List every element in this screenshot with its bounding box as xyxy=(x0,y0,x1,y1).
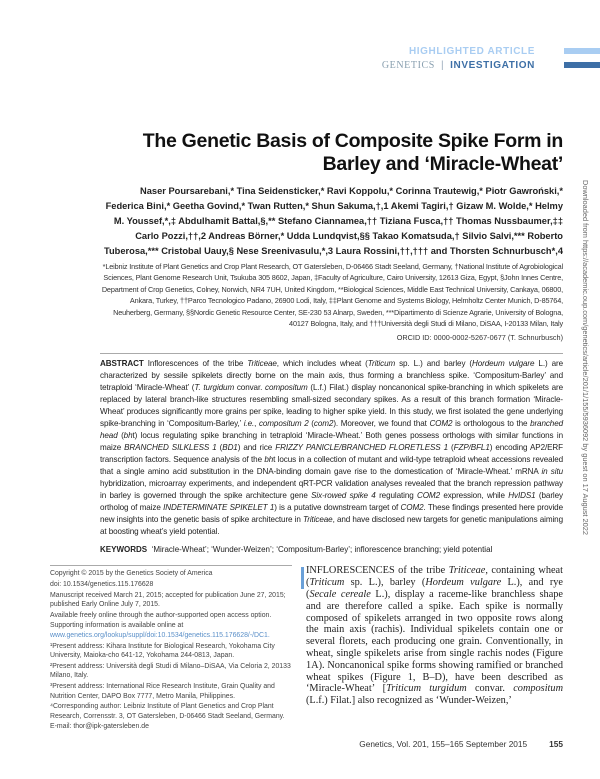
two-column-area xyxy=(50,565,563,733)
page-number: 155 xyxy=(549,738,563,749)
italic-term: i.e. xyxy=(243,419,255,429)
text-run: ) locus regulating spike branching in tetraploid ‘Miracle-Wheat.’ Both genes possess orthologs with similar functions in maize xyxy=(100,431,564,453)
highlighted-article-label: HIGHLIGHTED ARTICLE xyxy=(408,46,535,57)
text-run: L.), and rye ( xyxy=(306,577,563,601)
article-title: The Genetic Basis of Composite Spike Form in Barley and ‘Miracle-Wheat’ xyxy=(142,130,563,175)
supporting-info xyxy=(50,621,292,640)
italic-term: FRIZZY PANICLE/BRANCHED FLORETLESS 1 xyxy=(275,443,449,453)
text-run: . These findings presented here provide new insights into the genetic basis of spike architecture in xyxy=(100,503,563,525)
italic-term: Secale cereale xyxy=(309,589,371,601)
text-run: ) and rice xyxy=(237,443,276,453)
italic-term: Triticum xyxy=(367,359,396,369)
abstract-label: ABSTRACT xyxy=(100,359,144,369)
text-run: , xyxy=(254,419,259,429)
text-run: , which includes wheat ( xyxy=(276,359,368,369)
manuscript-dates: Manuscript received March 21, 2015; accepted for publication June 27, 2015; published Early Online July 7, 2015. xyxy=(50,591,286,609)
italic-term: Triticum xyxy=(309,577,345,589)
abstract-text xyxy=(100,359,563,536)
text-run: INFLORESCENCES of the tribe xyxy=(306,565,449,577)
keywords xyxy=(100,544,563,555)
supporting-info-text: Supporting information is available online at xyxy=(50,622,184,630)
text-run: convar. xyxy=(466,683,514,695)
text-run: ( xyxy=(448,443,454,453)
section-bar xyxy=(564,62,600,68)
italic-term: Triticeae xyxy=(303,515,333,525)
doi: doi: 10.1534/genetics.115.176628 xyxy=(50,581,154,589)
header-separator: | xyxy=(440,60,445,71)
supporting-info-link[interactable]: www.genetics.org/lookup/suppl/doi:10.1534/genetics.115.176628/-/DC1. xyxy=(50,632,270,639)
page-footer xyxy=(0,739,563,750)
footnote-4: ⁴Corresponding author: Leibniz Institute of Plant Genetics and Crop Plant Research, Corrensstr. 3, OT Gatersleben, D-06466 Stadt Seeland, Germany. xyxy=(50,703,285,720)
text-run: sp. L.), barley ( xyxy=(344,577,426,589)
text-run: ) encoding AP2/ERF transcription factors. Sequence analysis of the xyxy=(100,443,564,465)
text-run: Inflorescences of the tribe xyxy=(147,359,248,369)
italic-term: FZP/BFL1 xyxy=(453,443,490,453)
open-access-note: Available freely online through the author-supported open access option. xyxy=(50,611,272,619)
text-run: (L.f.) Filat.) display noncanonical spike-branching in which spikelets are replaced by lateral branch-like structures resembling small-sized secondary spikes. As a result of this branch formation ‘Miracle-Wheat’ produces significantly more grains per spike, leading to higher spike yield. In this study, we first isolated the gene underlying spike-branching in ‘Compositum-Barley,’ xyxy=(100,383,563,429)
text-run: sp. L.) and barley ( xyxy=(395,359,472,369)
italic-term: bh xyxy=(123,431,133,441)
highlight-bar xyxy=(564,48,600,54)
italic-term: Triticeae xyxy=(448,565,486,577)
text-run: L.) are characterized by sessile spikelets directly borne on the main axis, thus forming a branchless spike. ‘Compositum-Barley’ and tetraploid ‘Miracle-Wheat’ ( xyxy=(100,359,563,393)
italic-term: Triticum turgidum xyxy=(386,683,467,695)
text-run: regulating xyxy=(375,491,417,501)
italic-term: BD1 xyxy=(222,443,238,453)
italic-term: Triticeae xyxy=(247,359,277,369)
text-run: (L.f.) Filat.] also recognized as ‘Wunder-Weizen,’ xyxy=(306,695,512,707)
text-run: expression, while xyxy=(439,491,509,501)
italic-term: compositum xyxy=(265,383,308,393)
text-run: ( xyxy=(308,419,314,429)
text-run: ( xyxy=(216,443,223,453)
article-main xyxy=(0,130,600,750)
download-note: Downloaded from https://academic.oup.com/genetics/article/201/1/155/5936092 by guest on 17 August 2022 xyxy=(581,180,590,535)
text-run: ) is a putative downstream target of xyxy=(274,503,401,513)
keywords-label: KEYWORDS xyxy=(100,545,148,555)
text-run: convar. xyxy=(234,383,266,393)
text-run: , and have disclosed new targets for genetic manipulations aiming at boosting wheat’s yield potential. xyxy=(100,515,563,537)
italic-term: T. turgidum xyxy=(194,383,235,393)
italic-term: COM2 xyxy=(429,419,453,429)
drop-cap-bar xyxy=(301,567,304,589)
citation: Genetics, Vol. 201, 155–165 September 2015 xyxy=(359,738,528,749)
intro-column xyxy=(306,565,563,707)
journal-section-header xyxy=(382,60,535,72)
text-run: is orthologous to the xyxy=(452,419,531,429)
italic-term: COM2 xyxy=(416,491,440,501)
italic-term: INDETERMINATE SPIKELET 1 xyxy=(163,503,275,513)
italic-term: BRANCHED SILKLESS 1 xyxy=(124,443,217,453)
footnote-3: ³Present address: International Rice Research Institute, Grain Quality and Nutrition Center, DAPO Box 7777, Metro Manila, Philippines. xyxy=(50,682,275,700)
text-run: locus in a collection of mutant and wild-type tetraploid wheat accessions revealed that a single amino acid substitution in the DNA-binding domain gave rise to the domestication of ‘Miracle-Wheat.’ mRNA xyxy=(100,455,563,477)
journal-name: GENETICS xyxy=(381,60,435,71)
footnotes xyxy=(50,565,292,733)
text-run: ( xyxy=(117,431,124,441)
text-run: L.), display a raceme-like branchless shape and are therefore called a spike. Each spike is normally composed of spikelets arranged in two opposite rows along the main axis (rachis). Individual spikelets contain one or several florets, each producing one grain. Conventionally, in wheat, single spikelets arise from single rachis nodes (Figure 1A). Noncanonical spike forms showing ramified or branched wheat spikes (Figure 1, B–D), have been described as ‘Miracle-Wheat’ [ xyxy=(306,589,563,695)
author-list: Naser Poursarebani,* Tina Seidensticker,* Ravi Koppolu,* Corinna Trautewig,* Piotr Gawroński,* Federica Bini,* Geetha Govind,* Twan Rutten,* Shun Sakuma,†,1 Akemi Tagiri,† Gizaw M. Wolde,* Helmy M. Youssef,*,‡ Abdulhamit Battal,§,** Stefano Ciannamea,†† Tiziana Fusca,†† Thomas Nussbaumer,‡‡ Carlo Pozzi,††,2 Andreas Börner,* Udda Lundqvist,§§ Takao Komatsuda,† Silvio Salvi,*** Roberto Tuberosa,*** Cristobal Uauy,§ Nese Sreenivasulu,*,3 Laura Rossini,††,††† and Thorsten Schnurbusch*,4 xyxy=(104,186,563,256)
italic-term: Hordeum vulgare xyxy=(472,359,535,369)
intro-text xyxy=(306,565,563,707)
text-run: , containing wheat ( xyxy=(306,565,563,589)
abstract xyxy=(100,358,563,538)
text-run: (barley ortholog of maize xyxy=(100,491,563,513)
italic-term: bh xyxy=(264,455,274,465)
text-run: t xyxy=(273,455,276,465)
footnote-1: ¹Present address: Kihara Institute for Biological Research, Yokohama City University, Maioka-cho 641-12, Yokohama 244-0813, Japan. xyxy=(50,642,275,660)
text-run: ). Moreover, we found that xyxy=(333,419,430,429)
divider xyxy=(100,353,563,354)
affiliations: *Leibniz Institute of Plant Genetics and Crop Plant Research, OT Gatersleben, D-06466 Stadt Seeland, Germany, †National Institute of Agrobiological Sciences, Plant Genome Research Unit, Tsukuba 305 8602, Japan, ‡Faculty of Agriculture, Cairo University, 12613 Giza, Egypt, §John Innes Centre, Department of Crop Genetics, Colney, Norwich, NR4 7UH, United Kingdom, **Biological Sciences, Middle East Technical University, Cankaya, 06800, Ankara, Turkey, ††Parco Tecnologico Padano, 26900 Lodi, Italy, ‡‡Plant Genome and Systems Biology, Helmholtz Center Munich, D-85764, Neuherberg, Germany, §§Nordic Genetic Resource Center, SE-230 53 Alnarp, Sweden, ***Dipartimento di Scienze Agrarie, University of Bologna, 40127 Bologna, Italy, and †††Università degli Studi di Milano, DiSAA, I-20133 Milan, Italy xyxy=(101,262,563,329)
italic-term: compositum xyxy=(513,683,563,695)
italic-term: HvIDS1 xyxy=(508,491,536,501)
italic-term: COM2 xyxy=(400,503,424,513)
section-label: INVESTIGATION xyxy=(450,60,535,71)
italic-term: branched head xyxy=(100,419,564,441)
italic-term: com2 xyxy=(313,419,334,429)
italic-term: compositum 2 xyxy=(258,419,309,429)
italic-term: in situ xyxy=(541,467,564,477)
copyright: Copyright © 2015 by the Genetics Society of America xyxy=(50,570,213,578)
orcid: ORCID ID: 0000-0002-5267-0677 (T. Schnurbusch) xyxy=(396,333,563,343)
italic-term: Six-rowed spike 4 xyxy=(311,491,376,501)
italic-term: Hordeum vulgare xyxy=(425,577,502,589)
text-run: hybridization, microarray experiments, and independent qRT-PCR validation analyses revealed that the branch repression pathway in barley is governed through the spike architecture gene xyxy=(100,479,563,501)
footnote-2: ²Present address: Università degli Studi di Milano–DiSAA, Via Celoria 2, 20133 Milano, Italy. xyxy=(50,662,291,680)
email[interactable]: E-mail: thor@ipk-gatersleben.de xyxy=(50,723,149,731)
keywords-text: ‘Miracle-Wheat’; ‘Wunder-Weizen’; ‘Compositum-Barley’; inflorescence branching; yield potential xyxy=(151,545,493,555)
text-run: t xyxy=(132,431,135,441)
